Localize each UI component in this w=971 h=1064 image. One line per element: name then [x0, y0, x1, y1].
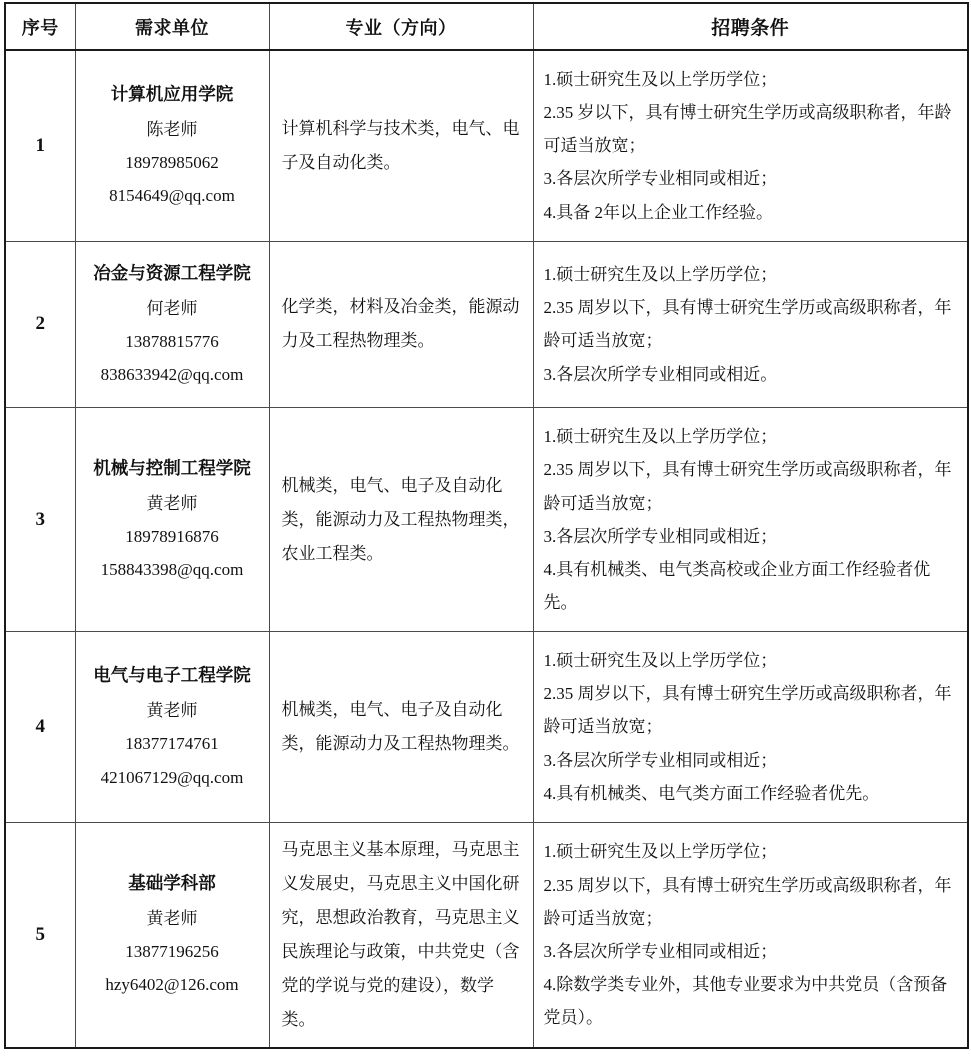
unit-contact: 黄老师 [146, 909, 198, 929]
unit-contact: 黄老师 [146, 701, 198, 721]
unit-phone: 18377174761 [125, 734, 219, 754]
condition-item: 1.硕士研究生及以上学历学位； [543, 70, 778, 89]
condition-item: 3.各层次所学专业相同或相近； [543, 750, 778, 770]
column-header-index-label: 序号 [21, 17, 59, 38]
unit-email: 421067129@qq.com [100, 767, 244, 787]
table-row [5, 822, 968, 1048]
condition-item: 2.35 周岁以下，具有博士研究生学历或高级职称者，年龄可适当放宽； [543, 460, 952, 513]
row-unit [75, 408, 269, 632]
table-row [5, 241, 968, 408]
unit-contact: 陈老师 [146, 120, 198, 140]
condition-item: 2.35 周岁以下，具有博士研究生学历或高级职称者，年龄可适当放宽； [543, 875, 952, 928]
row-conditions [533, 50, 968, 241]
major-text: 化学类，材料及冶金类，能源动力及工程热物理类。 [281, 297, 520, 351]
condition-item: 2.35 周岁以下，具有博士研究生学历或高级职称者，年龄可适当放宽； [543, 298, 952, 351]
unit-phone: 18978985062 [125, 153, 219, 173]
unit-name: 计算机应用学院 [110, 84, 234, 105]
column-header-unit [75, 3, 269, 50]
row-index: 3 [5, 408, 75, 632]
condition-item: 1.硕士研究生及以上学历学位； [543, 427, 778, 447]
row-index: 5 [5, 822, 75, 1048]
major-text: 计算机科学与技术类，电气、电子及自动化类。 [281, 118, 520, 172]
condition-item: 3.各层次所学专业相同或相近。 [543, 364, 778, 384]
column-header-major-label: 专业（方向） [345, 17, 457, 38]
unit-email: hzy6402@126.com [105, 975, 239, 995]
row-conditions [533, 408, 968, 632]
table-row [5, 632, 968, 823]
unit-name: 机械与控制工程学院 [93, 457, 251, 478]
row-unit [75, 241, 269, 408]
condition-item: 3.各层次所学专业相同或相近； [543, 169, 778, 189]
row-unit [75, 822, 269, 1048]
row-major [269, 632, 533, 823]
condition-item: 4.除数学类专业外，其他专业要求为中共党员（含预备党员）。 [543, 974, 948, 1028]
major-text: 机械类，电气、电子及自动化类，能源动力及工程热物理类。 [281, 699, 520, 753]
row-index: 4 [5, 632, 75, 823]
table-row [5, 408, 968, 632]
unit-phone: 13878815776 [125, 331, 219, 351]
unit-email: 8154649@qq.com [109, 186, 235, 206]
column-header-conditions-label: 招聘条件 [711, 18, 790, 39]
row-major [269, 50, 533, 241]
condition-item: 4.具备 2年以上企业工作经验。 [543, 202, 773, 222]
unit-email: 838633942@qq.com [100, 365, 244, 385]
table-body [5, 50, 968, 1048]
major-text: 机械类，电气、电子及自动化类，能源动力及工程热物理类，农业工程类。 [281, 475, 520, 563]
condition-item: 1.硕士研究生及以上学历学位； [543, 265, 778, 285]
condition-item: 1.硕士研究生及以上学历学位； [543, 651, 778, 671]
column-header-major [269, 3, 533, 50]
unit-phone: 18978916876 [125, 527, 219, 547]
unit-contact: 何老师 [146, 298, 198, 318]
condition-item: 3.各层次所学专业相同或相近； [543, 941, 778, 961]
recruitment-table [4, 2, 969, 1049]
column-header-unit-label: 需求单位 [135, 17, 209, 38]
condition-item: 1.硕士研究生及以上学历学位； [543, 842, 778, 862]
column-header-index [5, 3, 75, 50]
condition-item: 2.35 岁以下，具有博士研究生学历或高级职称者，年龄可适当放宽； [543, 103, 952, 156]
unit-email: 158843398@qq.com [100, 560, 244, 580]
unit-phone: 13877196256 [125, 942, 219, 962]
row-major [269, 822, 533, 1048]
condition-item: 4.具有机械类、电气类方面工作经验者优先。 [543, 783, 880, 803]
unit-name: 基础学科部 [128, 873, 216, 894]
condition-item: 2.35 周岁以下，具有博士研究生学历或高级职称者，年龄可适当放宽； [543, 684, 952, 737]
row-major [269, 408, 533, 632]
unit-name: 电气与电子工程学院 [93, 665, 251, 686]
row-unit [75, 632, 269, 823]
row-index: 1 [5, 50, 75, 241]
table-row [5, 50, 968, 241]
major-text: 马克思主义基本原理，马克思主义发展史，马克思主义中国化研究，思想政治教育，马克思主义民族理论与政策，中共党史（含党的学说与党的建设），数学类。 [281, 839, 520, 1029]
row-major [269, 241, 533, 408]
row-unit [75, 50, 269, 241]
unit-contact: 黄老师 [146, 494, 198, 514]
row-conditions [533, 822, 968, 1048]
table-header-row [5, 3, 968, 50]
condition-item: 4.具有机械类、电气类高校或企业方面工作经验者优先。 [543, 559, 931, 612]
column-header-conditions [533, 3, 968, 50]
row-index: 2 [5, 241, 75, 408]
row-conditions [533, 632, 968, 823]
row-conditions [533, 241, 968, 408]
condition-item: 3.各层次所学专业相同或相近； [543, 526, 778, 546]
unit-name: 冶金与资源工程学院 [93, 262, 251, 283]
